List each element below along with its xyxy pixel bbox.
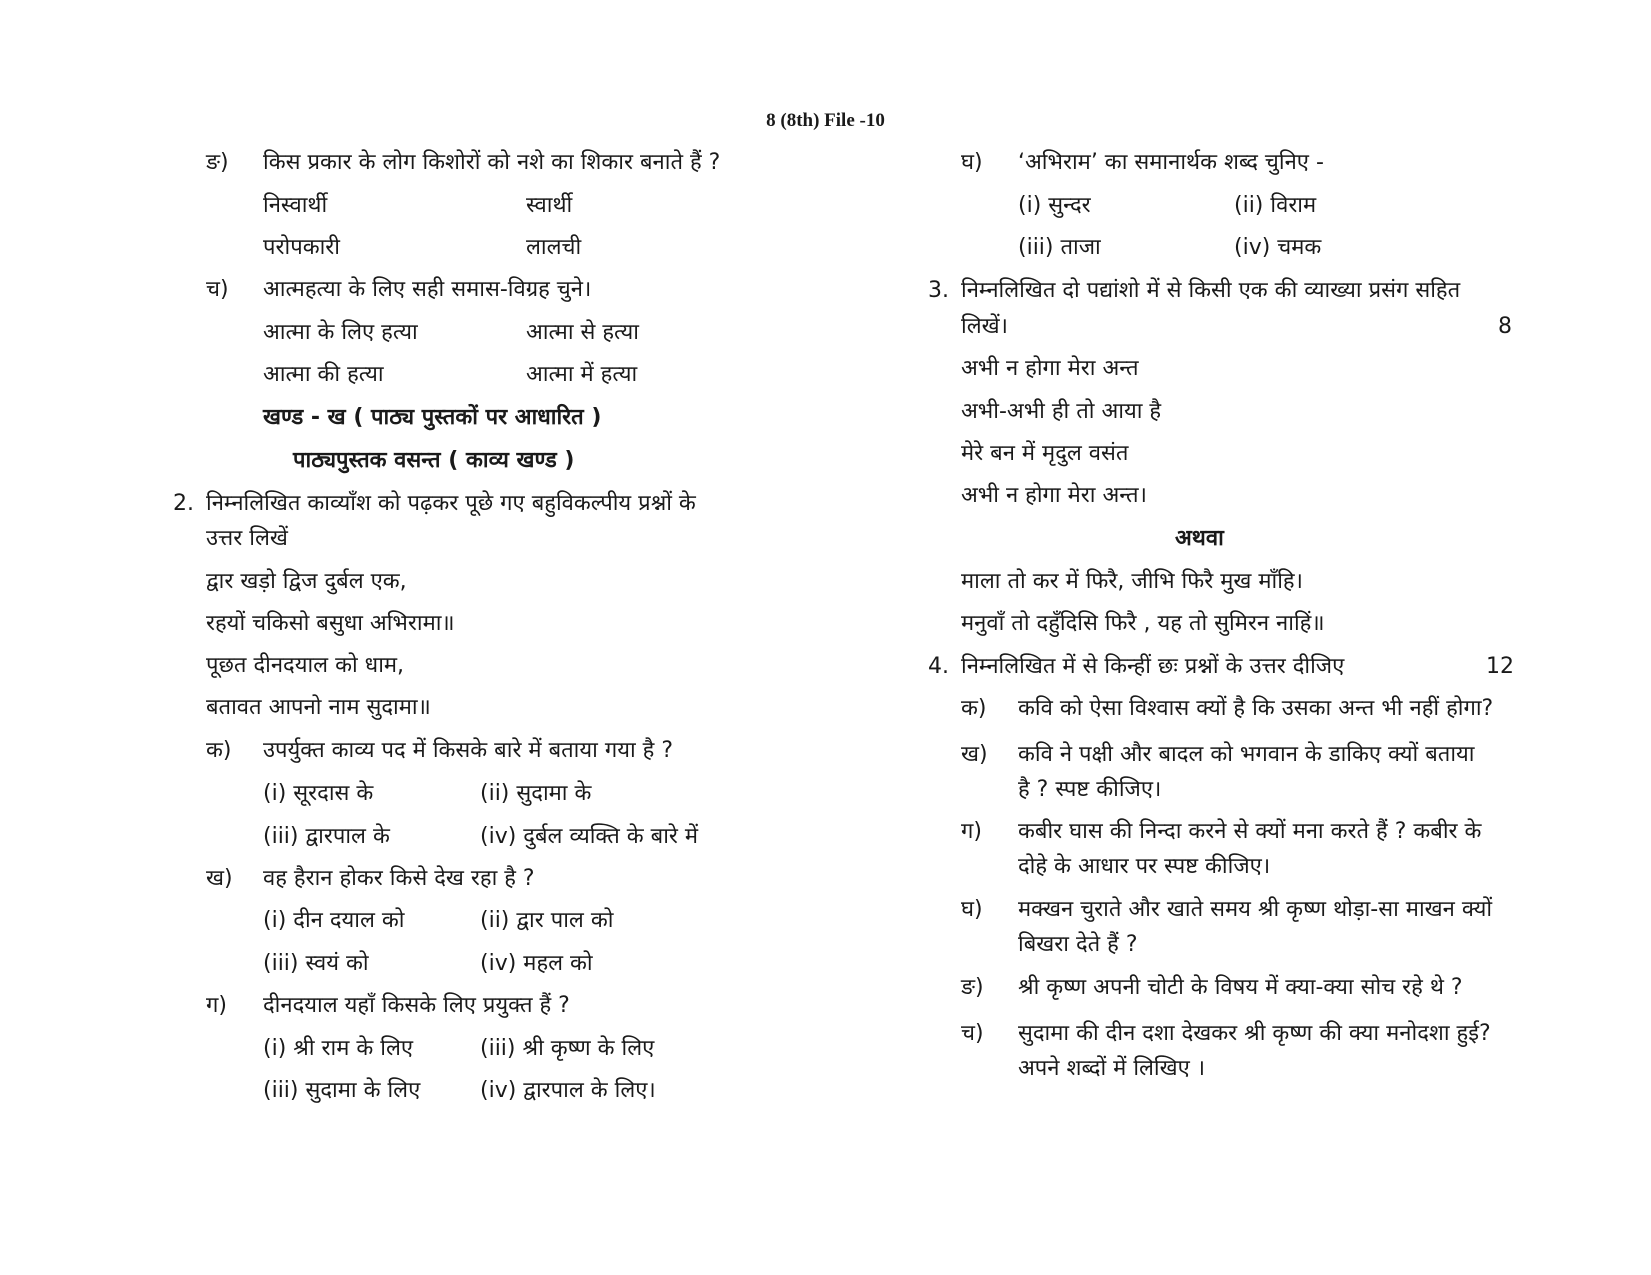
question-number: 3. — [928, 278, 949, 303]
marks: 8 — [1498, 314, 1512, 339]
poem-line: रहयों चकिसो बसुधा अभिरामा॥ — [206, 611, 455, 636]
option: (ii) द्वार पाल को — [480, 908, 614, 933]
option: लालची — [526, 235, 582, 260]
question-text: उत्तर लिखें — [206, 526, 288, 551]
or-label: अथवा — [1175, 526, 1224, 551]
question-number: 4. — [928, 654, 949, 679]
option: (iv) दुर्बल व्यक्ति के बारे में — [480, 824, 699, 849]
question-text: निम्नलिखित काव्याँश को पढ़कर पूछे गए बहुविकल्पीय प्रश्नों के — [206, 491, 696, 516]
question-marker: क) — [961, 696, 987, 721]
question-text: लिखें। — [961, 314, 1008, 339]
option: स्वार्थी — [526, 193, 573, 218]
option: निस्वार्थी — [263, 193, 328, 218]
option: (iii) ताजा — [1018, 235, 1101, 260]
option: आत्मा की हत्या — [263, 362, 384, 387]
option: (i) श्री राम के लिए — [263, 1036, 414, 1061]
poem-line: माला तो कर में फिरै, जीभि फिरै मुख माँहि। — [961, 569, 1303, 594]
question-marker: च) — [206, 277, 229, 302]
option: (ii) सुदामा के — [480, 781, 592, 806]
option: (i) सुन्दर — [1018, 193, 1091, 218]
page-header: 8 (8th) File -10 — [766, 110, 885, 131]
option: (iii) सुदामा के लिए — [263, 1078, 421, 1103]
option: (iv) चमक — [1234, 235, 1322, 260]
question-text: दीनदयाल यहाँ किसके लिए प्रयुक्त हैं ? — [263, 993, 570, 1018]
question-text: उपर्युक्त काव्य पद में किसके बारे में बताया गया है ? — [263, 738, 674, 763]
question-text: अपने शब्दों में लिखिए । — [1018, 1056, 1206, 1081]
option: (iii) द्वारपाल के — [263, 824, 390, 849]
poem-line: पूछत दीनदयाल को धाम, — [206, 653, 405, 678]
question-text: बिखरा देते हैं ? — [1018, 932, 1138, 957]
question-text: कवि ने पक्षी और बादल को भगवान के डाकिए क्यों बताया — [1018, 742, 1475, 767]
poem-line: द्वार खड़ो द्विज दुर्बल एक, — [206, 569, 407, 594]
option: (ii) विराम — [1234, 193, 1317, 218]
poem-line: मेरे बन में मृदुल वसंत — [961, 441, 1129, 466]
question-text: निम्नलिखित में से किन्हीं छः प्रश्नों के उत्तर दीजिए — [961, 654, 1345, 679]
option: आत्मा में हत्या — [526, 362, 638, 387]
question-marker: क) — [206, 738, 232, 763]
question-text: निम्नलिखित दो पद्यांशो में से किसी एक की व्याख्या प्रसंग सहित — [961, 278, 1461, 303]
question-text: आत्महत्या के लिए सही समास-विग्रह चुने। — [263, 277, 592, 302]
question-text: किस प्रकार के लोग किशोरों को नशे का शिकार बनाते हैं ? — [263, 150, 721, 175]
question-marker: ग) — [206, 993, 227, 1018]
question-marker: ख) — [206, 866, 233, 891]
section-subtitle: पाठ्यपुस्तक वसन्त ( काव्य खण्ड ) — [293, 448, 575, 473]
question-text: सुदामा की दीन दशा देखकर श्री कृष्ण की क्या मनोदशा हुई? — [1018, 1021, 1491, 1046]
question-marker: घ) — [961, 150, 983, 175]
question-text: कबीर घास की निन्दा करने से क्यों मना करते हैं ? कबीर के — [1018, 819, 1482, 844]
option: (iii) श्री कृष्ण के लिए — [480, 1036, 655, 1061]
poem-line: अभी न होगा मेरा अन्त — [961, 356, 1139, 381]
question-number: 2. — [173, 491, 194, 516]
poem-line: मनुवाँ तो दहुँदिसि फिरै , यह तो सुमिरन नाहिं॥ — [961, 611, 1325, 636]
option: (i) दीन दयाल को — [263, 908, 405, 933]
poem-line: अभी-अभी ही तो आया है — [961, 399, 1162, 424]
question-marker: घ) — [961, 897, 983, 922]
question-text: दोहे के आधार पर स्पष्ट कीजिए। — [1018, 854, 1271, 879]
option: (i) सूरदास के — [263, 781, 374, 806]
question-marker: च) — [961, 1021, 984, 1046]
question-text: मक्खन चुराते और खाते समय श्री कृष्ण थोड़ा-सा माखन क्यों — [1018, 897, 1493, 922]
question-text: है ? स्पष्ट कीजिए। — [1018, 777, 1162, 802]
question-text: ‘अभिराम’ का समानार्थक शब्द चुनिए - — [1018, 150, 1324, 175]
question-text: कवि को ऐसा विश्वास क्यों है कि उसका अन्त भी नहीं होगा? — [1018, 696, 1494, 721]
option: आत्मा से हत्या — [526, 320, 639, 345]
marks: 12 — [1486, 654, 1514, 679]
question-marker: ङ) — [961, 975, 984, 1000]
question-marker: ङ) — [206, 150, 229, 175]
option: (iv) महल को — [480, 951, 593, 976]
poem-line: बतावत आपनो नाम सुदामा॥ — [206, 695, 431, 720]
poem-line: अभी न होगा मेरा अन्त। — [961, 483, 1147, 508]
option: (iii) स्वयं को — [263, 951, 369, 976]
question-text: श्री कृष्ण अपनी चोटी के विषय में क्या-क्या सोच रहे थे ? — [1018, 975, 1463, 1000]
option: आत्मा के लिए हत्या — [263, 320, 418, 345]
option: (iv) द्वारपाल के लिए। — [480, 1078, 656, 1103]
question-text: वह हैरान होकर किसे देख रहा है ? — [263, 866, 535, 891]
question-marker: ख) — [961, 742, 988, 767]
option: परोपकारी — [263, 235, 340, 260]
question-marker: ग) — [961, 819, 982, 844]
section-title: खण्ड - ख ( पाठ्य पुस्तकों पर आधारित ) — [263, 405, 602, 430]
